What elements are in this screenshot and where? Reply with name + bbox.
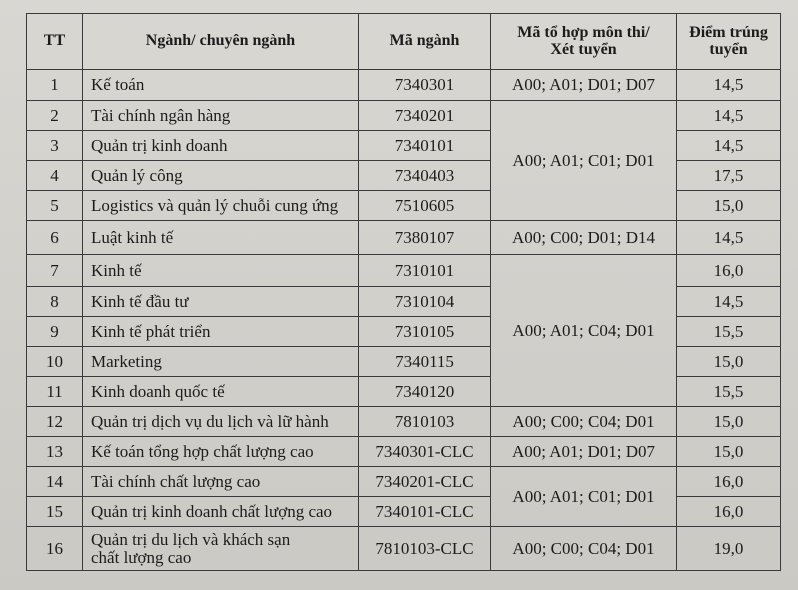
major-code: 7340101 <box>359 131 491 161</box>
row-number: 11 <box>27 377 83 407</box>
major-code: 7340201 <box>359 101 491 131</box>
admission-score: 15,0 <box>677 347 781 377</box>
table-row <box>27 221 781 255</box>
major-code: 7310104 <box>359 287 491 317</box>
admission-score: 15,0 <box>677 407 781 437</box>
table-row <box>27 70 781 101</box>
table-row <box>27 437 781 467</box>
header-code: Mã ngành <box>359 14 491 70</box>
major-code: 7810103 <box>359 407 491 437</box>
major-name: Tài chính chất lượng cao <box>83 467 359 497</box>
major-name: Kinh tế <box>83 255 359 287</box>
admission-score: 19,0 <box>677 527 781 571</box>
major-name: Quản trị dịch vụ du lịch và lữ hành <box>83 407 359 437</box>
table-row <box>27 527 781 571</box>
row-number: 7 <box>27 255 83 287</box>
header-major: Ngành/ chuyên ngành <box>83 14 359 70</box>
admission-score: 16,0 <box>677 467 781 497</box>
admission-score: 14,5 <box>677 101 781 131</box>
admission-score: 14,5 <box>677 70 781 101</box>
row-number: 5 <box>27 191 83 221</box>
header-combo: Mã tổ hợp môn thi/ Xét tuyển <box>491 14 677 70</box>
admission-score: 14,5 <box>677 131 781 161</box>
row-number: 4 <box>27 161 83 191</box>
table-row <box>27 101 781 131</box>
row-number: 1 <box>27 70 83 101</box>
table-row <box>27 255 781 287</box>
major-name: Logistics và quản lý chuỗi cung ứng <box>83 191 359 221</box>
major-code: 7340201-CLC <box>359 467 491 497</box>
major-name: Quản trị du lịch và khách sạn chất lượng cao <box>83 527 359 571</box>
subject-combination: A00; A01; C04; D01 <box>491 255 677 407</box>
header-row <box>27 14 781 70</box>
major-name: Marketing <box>83 347 359 377</box>
major-code: 7340115 <box>359 347 491 377</box>
subject-combination: A00; A01; C01; D01 <box>491 467 677 527</box>
subject-combination: A00; C00; C04; D01 <box>491 527 677 571</box>
header-tt: TT <box>27 14 83 70</box>
row-number: 2 <box>27 101 83 131</box>
major-name: Kinh tế phát triển <box>83 317 359 347</box>
major-code: 7310101 <box>359 255 491 287</box>
subject-combination: A00; A01; C01; D01 <box>491 101 677 221</box>
major-name: Quản lý công <box>83 161 359 191</box>
row-number: 10 <box>27 347 83 377</box>
major-code: 7340301 <box>359 70 491 101</box>
admission-score: 14,5 <box>677 287 781 317</box>
row-number: 12 <box>27 407 83 437</box>
row-number: 3 <box>27 131 83 161</box>
subject-combination: A00; A01; D01; D07 <box>491 70 677 101</box>
admission-score: 15,0 <box>677 437 781 467</box>
major-code: 7340101-CLC <box>359 497 491 527</box>
row-number: 8 <box>27 287 83 317</box>
major-code: 7380107 <box>359 221 491 255</box>
row-number: 9 <box>27 317 83 347</box>
major-code: 7340403 <box>359 161 491 191</box>
row-number: 13 <box>27 437 83 467</box>
row-number: 14 <box>27 467 83 497</box>
major-name: Kinh doanh quốc tế <box>83 377 359 407</box>
major-name: Luật kinh tế <box>83 221 359 255</box>
major-name: Quản trị kinh doanh <box>83 131 359 161</box>
subject-combination: A00; A01; D01; D07 <box>491 437 677 467</box>
admission-score: 15,5 <box>677 317 781 347</box>
major-code: 7340301-CLC <box>359 437 491 467</box>
admission-score: 15,5 <box>677 377 781 407</box>
subject-combination: A00; C00; C04; D01 <box>491 407 677 437</box>
admission-score: 15,0 <box>677 191 781 221</box>
header-score: Điểm trúng tuyển <box>677 14 781 70</box>
row-number: 6 <box>27 221 83 255</box>
admission-score: 14,5 <box>677 221 781 255</box>
subject-combination: A00; C00; D01; D14 <box>491 221 677 255</box>
admission-score: 16,0 <box>677 255 781 287</box>
major-name: Kế toán tổng hợp chất lượng cao <box>83 437 359 467</box>
major-code: 7510605 <box>359 191 491 221</box>
major-name: Quản trị kinh doanh chất lượng cao <box>83 497 359 527</box>
major-code: 7310105 <box>359 317 491 347</box>
table-row <box>27 407 781 437</box>
major-code: 7810103-CLC <box>359 527 491 571</box>
major-name: Kinh tế đầu tư <box>83 287 359 317</box>
admission-score-table <box>26 13 781 571</box>
admission-score: 17,5 <box>677 161 781 191</box>
row-number: 16 <box>27 527 83 571</box>
table-row <box>27 467 781 497</box>
major-name: Kế toán <box>83 70 359 101</box>
major-code: 7340120 <box>359 377 491 407</box>
row-number: 15 <box>27 497 83 527</box>
admission-score: 16,0 <box>677 497 781 527</box>
major-name: Tài chính ngân hàng <box>83 101 359 131</box>
